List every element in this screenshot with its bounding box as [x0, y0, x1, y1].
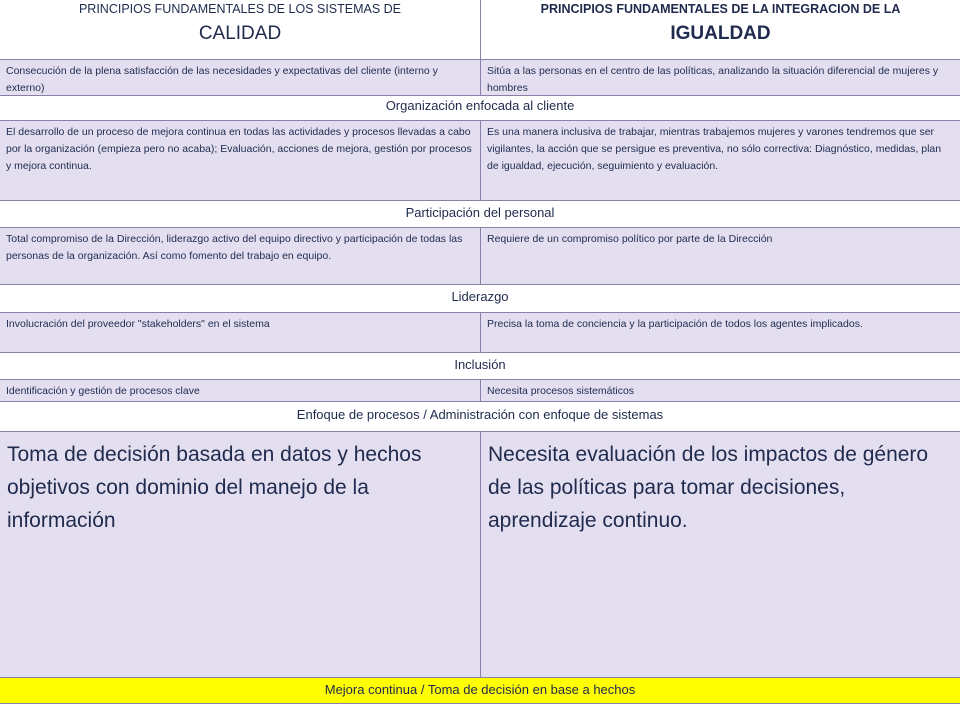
quality-principle-cell: Total compromiso de la Dirección, liderazgo activo del equipo directivo y participación de todas las personas de la organización. Así como fomento del trabajo en equipo. [0, 228, 481, 284]
section-label: Mejora continua / Toma de decisión en base a hechos [324, 682, 636, 697]
equality-principle-cell: Sitúa a las personas en el centro de las políticas, analizando la situación diferencial de mujeres y hombres [487, 65, 939, 94]
header-left-cell [0, 0, 481, 59]
section-label-row [0, 402, 960, 432]
quality-principle-cell: Involucración del proveedor "stakeholders" en el sistema [0, 313, 481, 352]
header-left-line1: PRINCIPIOS FUNDAMENTALES DE LOS SISTEMAS DE [78, 2, 402, 16]
section-label-row [0, 353, 960, 380]
header-right-line1: PRINCIPIOS FUNDAMENTALES DE LA INTEGRACION DE LA [540, 2, 901, 16]
equality-principle-cell: Necesita procesos sistemáticos [487, 385, 635, 397]
section-label: Organización enfocada al cliente [385, 98, 575, 113]
section-label: Enfoque de procesos / Administración con enfoque de sistemas [296, 407, 664, 422]
bottom-margin [0, 704, 960, 720]
equality-principle-cell: Precisa la toma de conciencia y la participación de todos los agentes implicados. [487, 318, 863, 330]
quality-principle-cell: Toma de decisión basada en datos y hechos objetivos con dominio del manejo de la información [0, 432, 481, 677]
highlighted-section-label-row [0, 678, 960, 704]
header-right-line2: IGUALDAD [670, 23, 771, 44]
table-row [0, 228, 960, 285]
table-row [0, 432, 960, 678]
equality-principle-cell: Necesita evaluación de los impactos de género de las políticas para tomar decisiones, aprendizaje continuo. [488, 443, 929, 532]
table-header-row [0, 0, 960, 60]
header-right-cell [481, 0, 960, 59]
table-row [0, 380, 960, 402]
quality-principle-cell: Consecución de la plena satisfacción de las necesidades y expectativas del cliente (interno y externo) [0, 60, 481, 95]
quality-principle-cell: Identificación y gestión de procesos clave [0, 380, 481, 401]
section-label: Liderazgo [451, 289, 509, 304]
table-row [0, 60, 960, 96]
header-left-line2: CALIDAD [198, 23, 282, 44]
table-row [0, 313, 960, 353]
table-row [0, 121, 960, 201]
section-label: Inclusión [454, 357, 506, 372]
section-label: Participación del personal [405, 205, 555, 220]
equality-principle-cell: Es una manera inclusiva de trabajar, mientras trabajemos mujeres y varones tendremos que ser vigilantes, la acción que se persigue es preventiva, no sólo correctiva: Diagnóstico, medidas, plan de igualdad, ejecución, seguimiento y evaluación. [487, 126, 942, 172]
equality-principle-cell: Requiere de un compromiso político por parte de la Dirección [487, 233, 773, 245]
section-label-row [0, 96, 960, 121]
section-label-row [0, 201, 960, 228]
quality-principle-cell: El desarrollo de un proceso de mejora continua en todas las actividades y procesos llevadas a cabo por la organización (empieza pero no acaba); Evaluación, acciones de mejora, gestión por procesos y mejora continua. [0, 121, 481, 200]
section-label-row [0, 285, 960, 313]
